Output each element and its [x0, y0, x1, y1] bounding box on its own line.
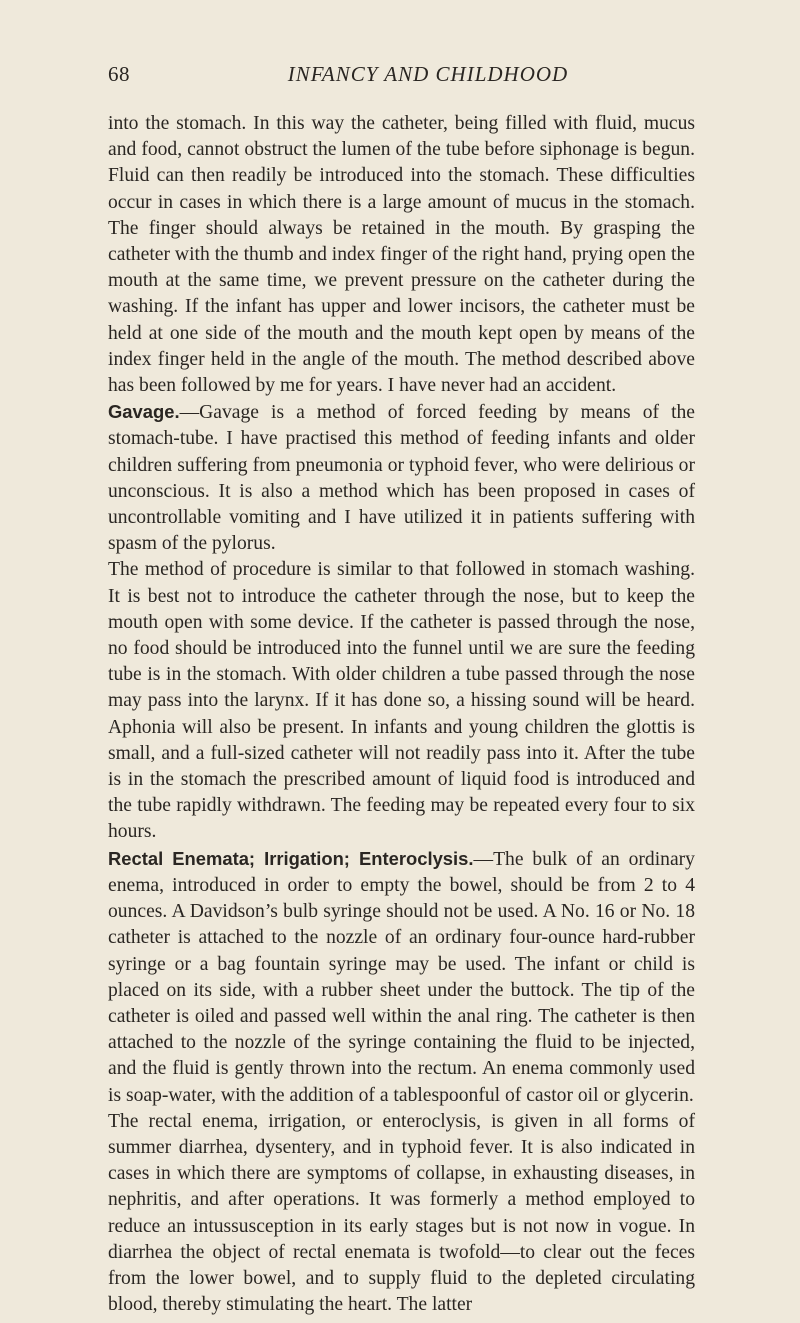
- page-header: [108, 62, 708, 90]
- paragraph-text: —The bulk of an ordinary enema, introduced in order to empty the bowel, should be from 2 to 4 ounces. A Davidson’s bulb syringe should not be used. A No. 16 or No. 18 catheter is attached to the nozzle of an ordinary four-ounce hard-rubber syringe or a bag fountain syringe may be used. The infant or child is placed on its side, with a rubber sheet under the buttock. The tip of the catheter is oiled and passed well within the anal ring. The catheter is then attached to the nozzle of the syringe containing the fluid to be injected, and the fluid is gently thrown into the rectum. An enema commonly used is soap-water, with the addition of a tablespoonful of castor oil or glycerin.: [108, 848, 695, 1106]
- paragraph-text: into the stomach. In this way the catheter, being filled with fluid, mucus and food, cannot obstruct the lumen of the tube before siphonage is begun. Fluid can then readily be introduced into the stomach. These difficulties occur in cases in which there is a large amount of mucus in the stomach. The finger should always be retained in the mouth. By grasping the catheter with the thumb and index finger of the right hand, prying open the mouth at the same time, we prevent pressure on the catheter during the washing. If the infant has upper and lower incisors, the catheter must be held at one side of the mouth and the mouth kept open by means of the index finger held in the angle of the mouth. The method described above has been followed by me for years. I have never had an accident.: [108, 113, 695, 397]
- paragraph-text: The method of procedure is similar to that followed in stomach washing. It is best not to introduce the catheter through the nose, but to keep the mouth open with some device. If the catheter is passed through the nose, no food should be introduced into the funnel until we are sure the feeding tube is in the stomach. With older children a tube passed through the nose may pass into the larynx. If it has done so, a hissing sound will be heard. Aphonia will also be present. In infants and young children the glottis is small, and a full-sized catheter will not readily pass into it. After the tube is in the stomach the prescribed amount of liquid food is introduced and the tube rapidly withdrawn. The feeding may be repeated every four to six hours.: [108, 559, 695, 843]
- paragraph-text: —Gavage is a method of forced feeding by means of the stomach-tube. I have practised this method of feeding infants and older children suffering from pneumonia or typhoid fever, who were delirious or unconscious. It is also a method which has been proposed in cases of uncontrollable vomiting and I have utilized it in patients suffering with spasm of the pylorus.: [108, 402, 695, 555]
- paragraph-rectal-enemata: [108, 846, 695, 1109]
- running-head: INFANCY AND CHILDHOOD: [287, 62, 569, 86]
- paragraph-indications: [108, 1109, 695, 1319]
- section-heading-rectal-enemata: Rectal Enemata; Irrigation; Enteroclysis.: [108, 847, 474, 869]
- body-text: [108, 111, 695, 1318]
- paragraph-text: The rectal enema, irrigation, or enteroclysis, is given in all forms of summer diarrhea, dysentery, and in typhoid fever. It is also indicated in cases in which there are symptoms of collapse, in exhausting diseases, in nephritis, and after operations. It was formerly a method employed to reduce an intussusception in its early stages but is not now in vogue. In diarrhea the object of rectal enemata is twofold—to clear out the feces from the lower bowel, and to supply fluid to the depleted circulating blood, thereby stimulating the heart. The latter: [108, 1110, 695, 1316]
- paragraph-procedure: [108, 557, 695, 845]
- section-heading-gavage: Gavage.: [108, 401, 180, 423]
- paragraph-gavage: [108, 399, 695, 557]
- paragraph-stomach-washing: [108, 111, 695, 399]
- page-number: 68: [108, 62, 130, 86]
